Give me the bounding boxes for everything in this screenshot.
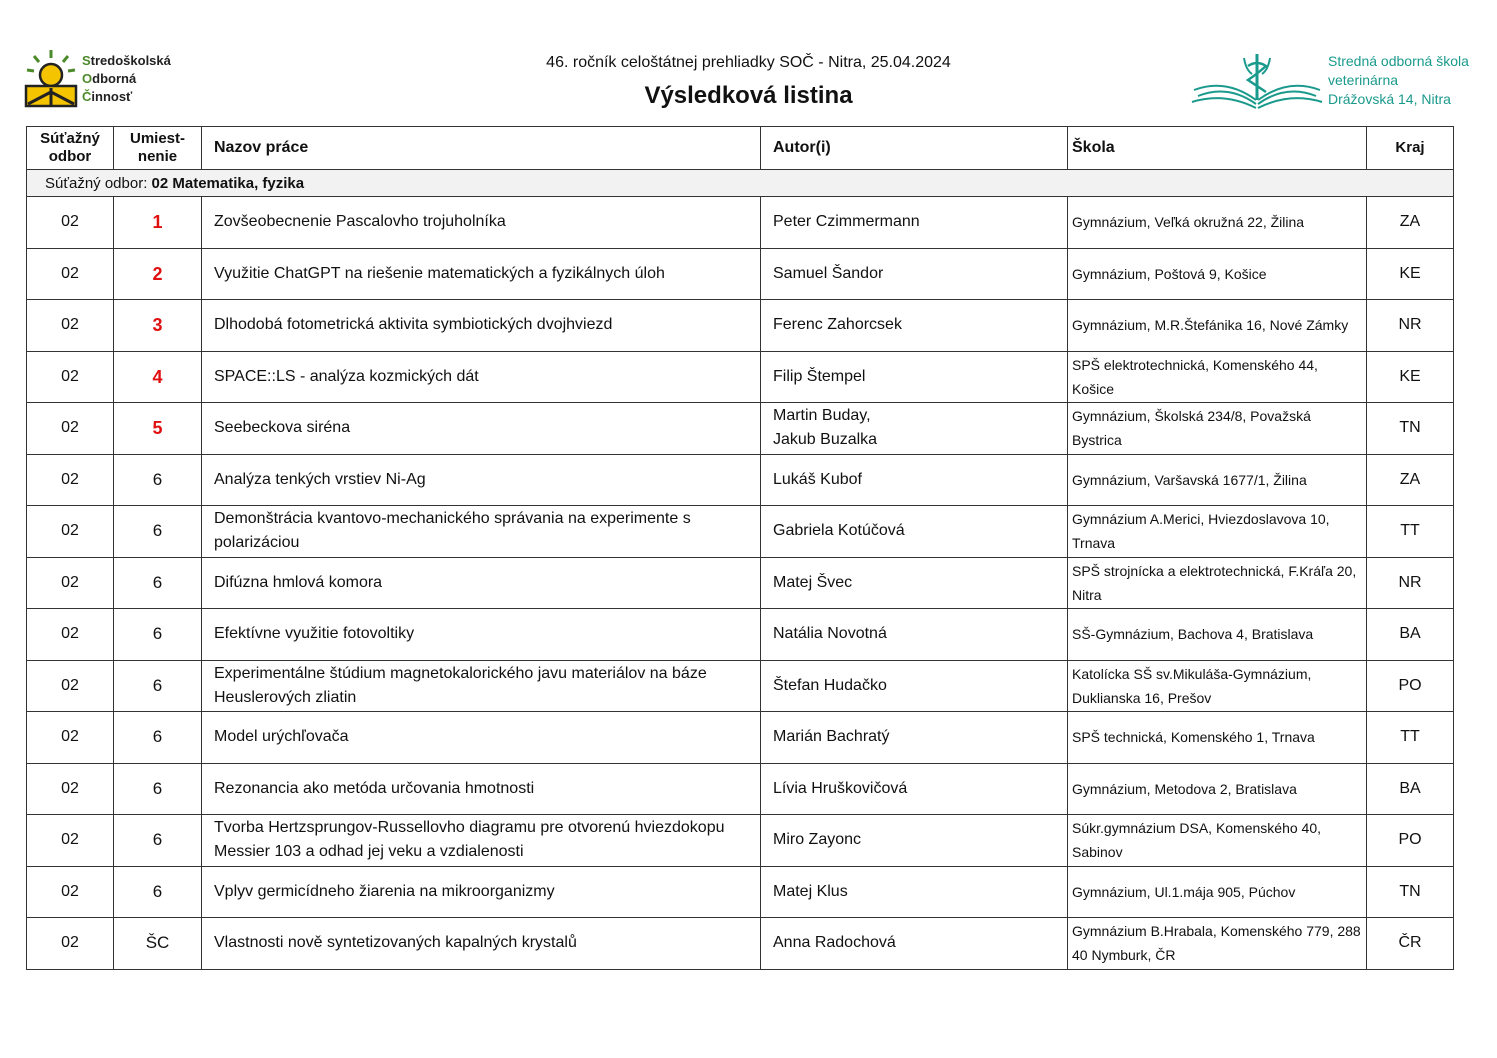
author-name: Ferenc Zahorcsek	[773, 316, 902, 334]
cell-title: Dlhodobá fotometrická aktivita symbiotických dvojhviezd	[202, 300, 761, 352]
table-row	[27, 197, 1454, 249]
cell-odbor: 02	[27, 403, 114, 455]
cell-place: 6	[114, 763, 202, 815]
section-row	[27, 170, 1454, 197]
cell-school: Gymnázium, Poštová 9, Košice	[1068, 248, 1367, 300]
author-name: Miro Zayonc	[773, 831, 862, 849]
cell-school: SPŠ elektrotechnická, Komenského 44, Košice	[1068, 351, 1367, 403]
cell-region: PO	[1367, 660, 1454, 712]
cell-place: 1	[114, 197, 202, 249]
table-row	[27, 248, 1454, 300]
col-header-author: Autor(i)	[761, 127, 1068, 170]
col-header-region: Kraj	[1367, 127, 1454, 170]
section-prefix: Súťažný odbor:	[45, 174, 152, 192]
author-name: Matej Švec	[773, 573, 853, 591]
table-row	[27, 351, 1454, 403]
cell-region: BA	[1367, 609, 1454, 661]
author-name: Peter Czimmermann	[773, 213, 920, 231]
cell-odbor: 02	[27, 351, 114, 403]
cell-author	[761, 454, 1068, 506]
table-row	[27, 712, 1454, 764]
cell-region: NR	[1367, 557, 1454, 609]
cell-title: Vplyv germicídneho žiarenia na mikroorganizmy	[202, 866, 761, 918]
cell-region: KE	[1367, 248, 1454, 300]
author-name: Samuel Šandor	[773, 264, 884, 282]
cell-region: ZA	[1367, 454, 1454, 506]
cell-place: 6	[114, 712, 202, 764]
cell-odbor: 02	[27, 609, 114, 661]
author-name: Jakub Buzalka	[773, 431, 878, 449]
soc-initial: Č	[82, 89, 92, 104]
cell-odbor: 02	[27, 506, 114, 558]
cell-school: Gymnázium, Metodova 2, Bratislava	[1068, 763, 1367, 815]
author-name: Marián Bachratý	[773, 728, 890, 746]
cell-author	[761, 609, 1068, 661]
author-name: Matej Klus	[773, 882, 848, 900]
author-name: Anna Radochová	[773, 934, 896, 952]
col-header-title: Nazov práce	[202, 127, 761, 170]
table-row	[27, 609, 1454, 661]
cell-place: 4	[114, 351, 202, 403]
cell-odbor: 02	[27, 197, 114, 249]
soc-initial: S	[82, 53, 91, 68]
cell-place: 3	[114, 300, 202, 352]
cell-place: 6	[114, 660, 202, 712]
cell-school: Gymnázium A.Merici, Hviezdoslavova 10, Trnava	[1068, 506, 1367, 558]
cell-odbor: 02	[27, 454, 114, 506]
table-header-row	[27, 127, 1454, 170]
cell-title: Experimentálne štúdium magnetokalorického javu materiálov na báze Heuslerových zliatin	[202, 660, 761, 712]
cell-school: Katolícka SŠ sv.Mikuláša-Gymnázium, Duklianska 16, Prešov	[1068, 660, 1367, 712]
soc-logo-text: dborná	[92, 71, 137, 86]
table-row	[27, 763, 1454, 815]
author-name: Lukáš Kubof	[773, 470, 862, 488]
school-logo	[1190, 50, 1480, 114]
cell-region: BA	[1367, 763, 1454, 815]
cell-odbor: 02	[27, 660, 114, 712]
cell-odbor: 02	[27, 712, 114, 764]
school-logo-line: Stredná odborná škola	[1328, 53, 1469, 69]
cell-author	[761, 918, 1068, 970]
page-title: Výsledková listina	[644, 82, 853, 109]
cell-author	[761, 403, 1068, 455]
results-table	[26, 126, 1454, 970]
table-row	[27, 815, 1454, 867]
cell-title: SPACE::LS - analýza kozmických dát	[202, 351, 761, 403]
cell-region: TT	[1367, 506, 1454, 558]
cell-region: KE	[1367, 351, 1454, 403]
table-row	[27, 506, 1454, 558]
cell-place: 5	[114, 403, 202, 455]
cell-author	[761, 660, 1068, 712]
soc-initial: O	[82, 71, 93, 86]
cell-odbor: 02	[27, 248, 114, 300]
cell-author	[761, 763, 1068, 815]
cell-title: Seebeckova siréna	[202, 403, 761, 455]
cell-author	[761, 557, 1068, 609]
table-row	[27, 403, 1454, 455]
cell-author	[761, 351, 1068, 403]
cell-title: Využitie ChatGPT na riešenie matematických a fyzikálnych úloh	[202, 248, 761, 300]
cell-school: Súkr.gymnázium DSA, Komenského 40, Sabinov	[1068, 815, 1367, 867]
cell-place: 6	[114, 609, 202, 661]
author-name: Lívia Hruškovičová	[773, 779, 908, 797]
cell-place: ŠC	[114, 918, 202, 970]
cell-region: TN	[1367, 866, 1454, 918]
school-logo-line: veterinárna	[1328, 72, 1399, 88]
cell-school: Gymnázium B.Hrabala, Komenského 779, 288 40 Nymburk, ČR	[1068, 918, 1367, 970]
cell-odbor: 02	[27, 557, 114, 609]
cell-region: ZA	[1367, 197, 1454, 249]
cell-title: Vlastnosti nově syntetizovaných kapalných krystalů	[202, 918, 761, 970]
cell-title: Difúzna hmlová komora	[202, 557, 761, 609]
col-header-school: Škola	[1068, 127, 1367, 170]
table-row	[27, 866, 1454, 918]
cell-title: Model urýchľovača	[202, 712, 761, 764]
soc-logo-text: innosť	[91, 89, 133, 104]
cell-school: SPŠ technická, Komenského 1, Trnava	[1068, 712, 1367, 764]
cell-odbor: 02	[27, 763, 114, 815]
cell-region: TN	[1367, 403, 1454, 455]
author-name: Martin Buday,	[773, 407, 871, 425]
cell-school: Gymnázium, Školská 234/8, Považská Bystrica	[1068, 403, 1367, 455]
school-logo-line: Drážovská 14, Nitra	[1328, 91, 1451, 107]
cell-odbor: 02	[27, 866, 114, 918]
cell-place: 6	[114, 866, 202, 918]
cell-region: NR	[1367, 300, 1454, 352]
table-row	[27, 454, 1454, 506]
author-name: Štefan Hudačko	[773, 676, 887, 694]
table-row	[27, 557, 1454, 609]
cell-school: Gymnázium, Veľká okružná 22, Žilina	[1068, 197, 1367, 249]
cell-author	[761, 248, 1068, 300]
event-subtitle: 46. ročník celoštátnej prehliadky SOČ - Nitra, 25.04.2024	[546, 54, 951, 71]
cell-author	[761, 197, 1068, 249]
author-name: Natália Novotná	[773, 625, 887, 643]
section-name: 02 Matematika, fyzika	[151, 174, 305, 192]
cell-title: Zovšeobecnenie Pascalovho trojuholníka	[202, 197, 761, 249]
cell-title: Demonštrácia kvantovo-mechanického správania na experimente s polarizáciou	[202, 506, 761, 558]
cell-place: 2	[114, 248, 202, 300]
cell-school: Gymnázium, M.R.Štefánika 16, Nové Zámky	[1068, 300, 1367, 352]
cell-odbor: 02	[27, 815, 114, 867]
cell-place: 6	[114, 506, 202, 558]
veterinary-book-icon	[1190, 50, 1324, 112]
cell-school: Gymnázium, Ul.1.mája 905, Púchov	[1068, 866, 1367, 918]
cell-region: PO	[1367, 815, 1454, 867]
cell-title: Efektívne využitie fotovoltiky	[202, 609, 761, 661]
cell-place: 6	[114, 557, 202, 609]
cell-title: Analýza tenkých vrstiev Ni-Ag	[202, 454, 761, 506]
table-row	[27, 918, 1454, 970]
col-header-odbor: Súťažný odbor	[27, 127, 114, 170]
cell-place: 6	[114, 454, 202, 506]
table-row	[27, 660, 1454, 712]
cell-school: SŠ-Gymnázium, Bachova 4, Bratislava	[1068, 609, 1367, 661]
soc-logo-text: tredoškolská	[90, 53, 171, 68]
cell-school: Gymnázium, Varšavská 1677/1, Žilina	[1068, 454, 1367, 506]
table-row	[27, 300, 1454, 352]
cell-school: SPŠ strojnícka a elektrotechnická, F.Kráľa 20, Nitra	[1068, 557, 1367, 609]
author-name: Gabriela Kotúčová	[773, 522, 905, 540]
cell-author	[761, 300, 1068, 352]
cell-title: Tvorba Hertzsprungov-Russellovho diagramu pre otvorenú hviezdokopu Messier 103 a odhad jej veku a vzdialenosti	[202, 815, 761, 867]
cell-odbor: 02	[27, 918, 114, 970]
cell-author	[761, 712, 1068, 764]
cell-region: TT	[1367, 712, 1454, 764]
cell-author	[761, 866, 1068, 918]
cell-author	[761, 506, 1068, 558]
cell-odbor: 02	[27, 300, 114, 352]
cell-place: 6	[114, 815, 202, 867]
cell-region: ČR	[1367, 918, 1454, 970]
col-header-place: Umiest- nenie	[114, 127, 202, 170]
cell-author	[761, 815, 1068, 867]
cell-title: Rezonancia ako metóda určovania hmotnosti	[202, 763, 761, 815]
author-name: Filip Štempel	[773, 367, 866, 385]
